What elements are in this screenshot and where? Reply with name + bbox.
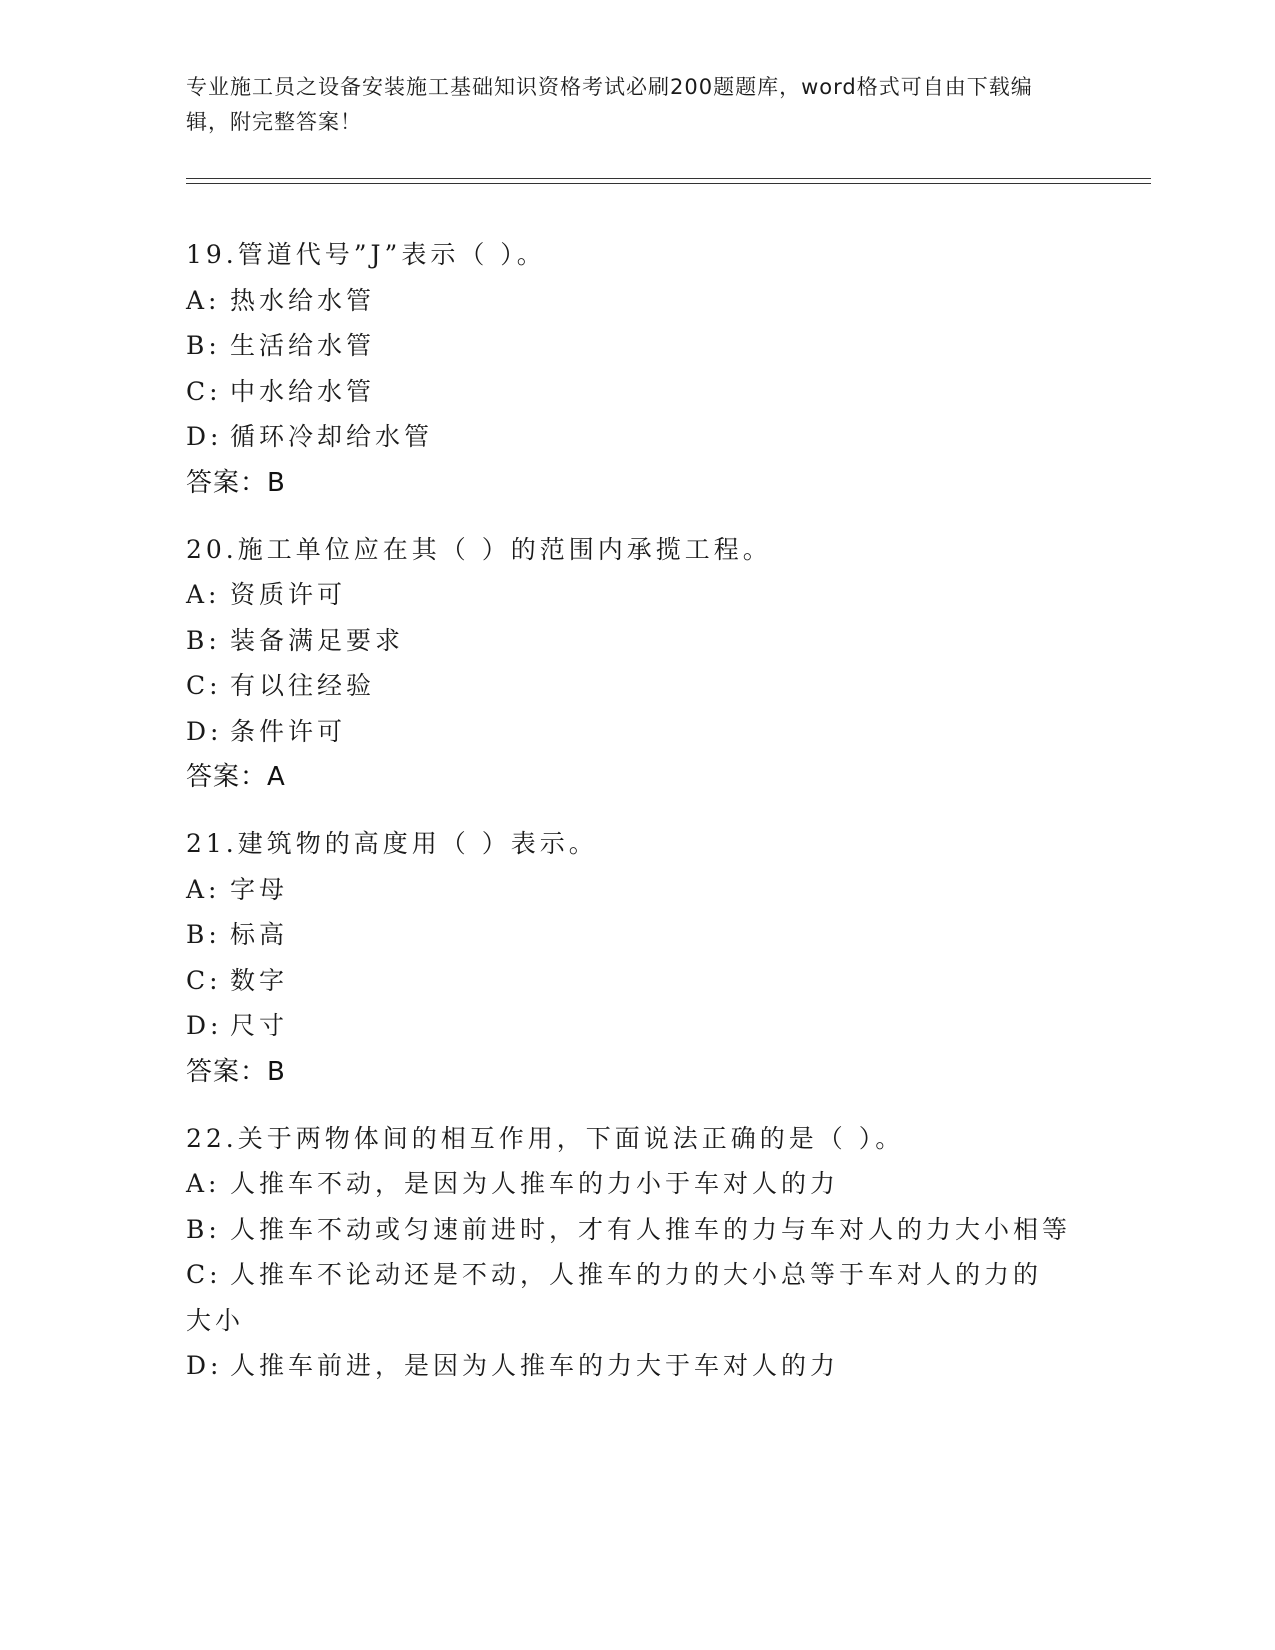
option-letter: A: (186, 285, 221, 315)
question-19 (186, 232, 1086, 506)
answer: 答案：B (186, 1056, 286, 1087)
option-letter: D: (186, 422, 223, 451)
option-text: 尺寸 (230, 1011, 289, 1040)
option-b (186, 1207, 1086, 1253)
option-b (186, 912, 1086, 958)
option-letter: A: (186, 874, 221, 904)
question-stem: 19.管道代号”J”表示（ ）。 (186, 240, 546, 269)
option-b (186, 618, 1086, 664)
option-text: 有以往经验 (230, 671, 376, 700)
header-divider-top (186, 178, 1151, 179)
option-a (186, 1161, 1086, 1207)
option-letter: B: (186, 1214, 221, 1244)
answer: 答案：A (186, 762, 286, 792)
option-c (186, 1252, 1066, 1343)
question-stem: 21.建筑物的高度用（ ）表示。 (186, 829, 598, 858)
option-text: 人推车不动或匀速前进时，才有人推车的力与车对人的力大小相等 (230, 1214, 1072, 1244)
option-text: 循环冷却给水管 (230, 422, 434, 451)
option-text: 标高 (230, 920, 289, 949)
option-d (186, 709, 1086, 755)
question-22 (186, 1116, 1086, 1389)
option-d (186, 1343, 1086, 1389)
option-text: 人推车前进，是因为人推车的力大于车对人的力 (230, 1351, 840, 1380)
option-text: 条件许可 (230, 716, 347, 746)
answer: 答案：B (186, 467, 286, 498)
option-letter: B: (186, 331, 221, 360)
option-letter: C: (186, 965, 222, 995)
option-letter: A: (186, 1169, 221, 1198)
option-letter: A: (186, 580, 221, 609)
question-21 (186, 821, 1086, 1095)
option-d (186, 414, 1086, 460)
option-text: 数字 (230, 965, 289, 995)
option-text: 字母 (230, 874, 289, 904)
question-stem: 20.施工单位应在其（ ）的范围内承揽工程。 (186, 534, 772, 564)
option-letter: C: (186, 376, 222, 406)
option-a (186, 572, 1086, 618)
option-letter: C: (186, 671, 222, 700)
option-letter: D: (186, 1011, 223, 1040)
option-c (186, 369, 1086, 415)
option-letter: D: (186, 1351, 223, 1380)
option-text: 人推车不论动还是不动，人推车的力的大小总等于车对人的力的大小 (186, 1260, 1043, 1335)
question-20 (186, 527, 1086, 801)
option-c (186, 663, 1086, 709)
option-a (186, 278, 1086, 324)
option-letter: D: (186, 716, 223, 746)
option-a (186, 867, 1086, 913)
option-text: 生活给水管 (230, 331, 376, 360)
option-text: 热水给水管 (230, 285, 376, 315)
option-text: 中水给水管 (230, 376, 376, 406)
option-d (186, 1003, 1086, 1049)
option-text: 资质许可 (230, 580, 347, 609)
option-text: 装备满足要求 (230, 625, 405, 655)
option-letter: B: (186, 920, 221, 949)
option-text: 人推车不动，是因为人推车的力小于车对人的力 (230, 1169, 840, 1198)
document-header (186, 70, 1066, 140)
option-b (186, 323, 1086, 369)
option-letter: C: (186, 1260, 222, 1289)
option-c (186, 958, 1086, 1004)
question-list (186, 232, 1086, 1410)
header-divider-bottom (186, 183, 1151, 184)
option-letter: B: (186, 625, 221, 655)
header-title: 专业施工员之设备安装施工基础知识资格考试必刷200题题库，word格式可自由下载编辑，附完整答案！ (186, 75, 1033, 134)
question-stem: 22.关于两物体间的相互作用，下面说法正确的是（ ）。 (186, 1123, 905, 1153)
